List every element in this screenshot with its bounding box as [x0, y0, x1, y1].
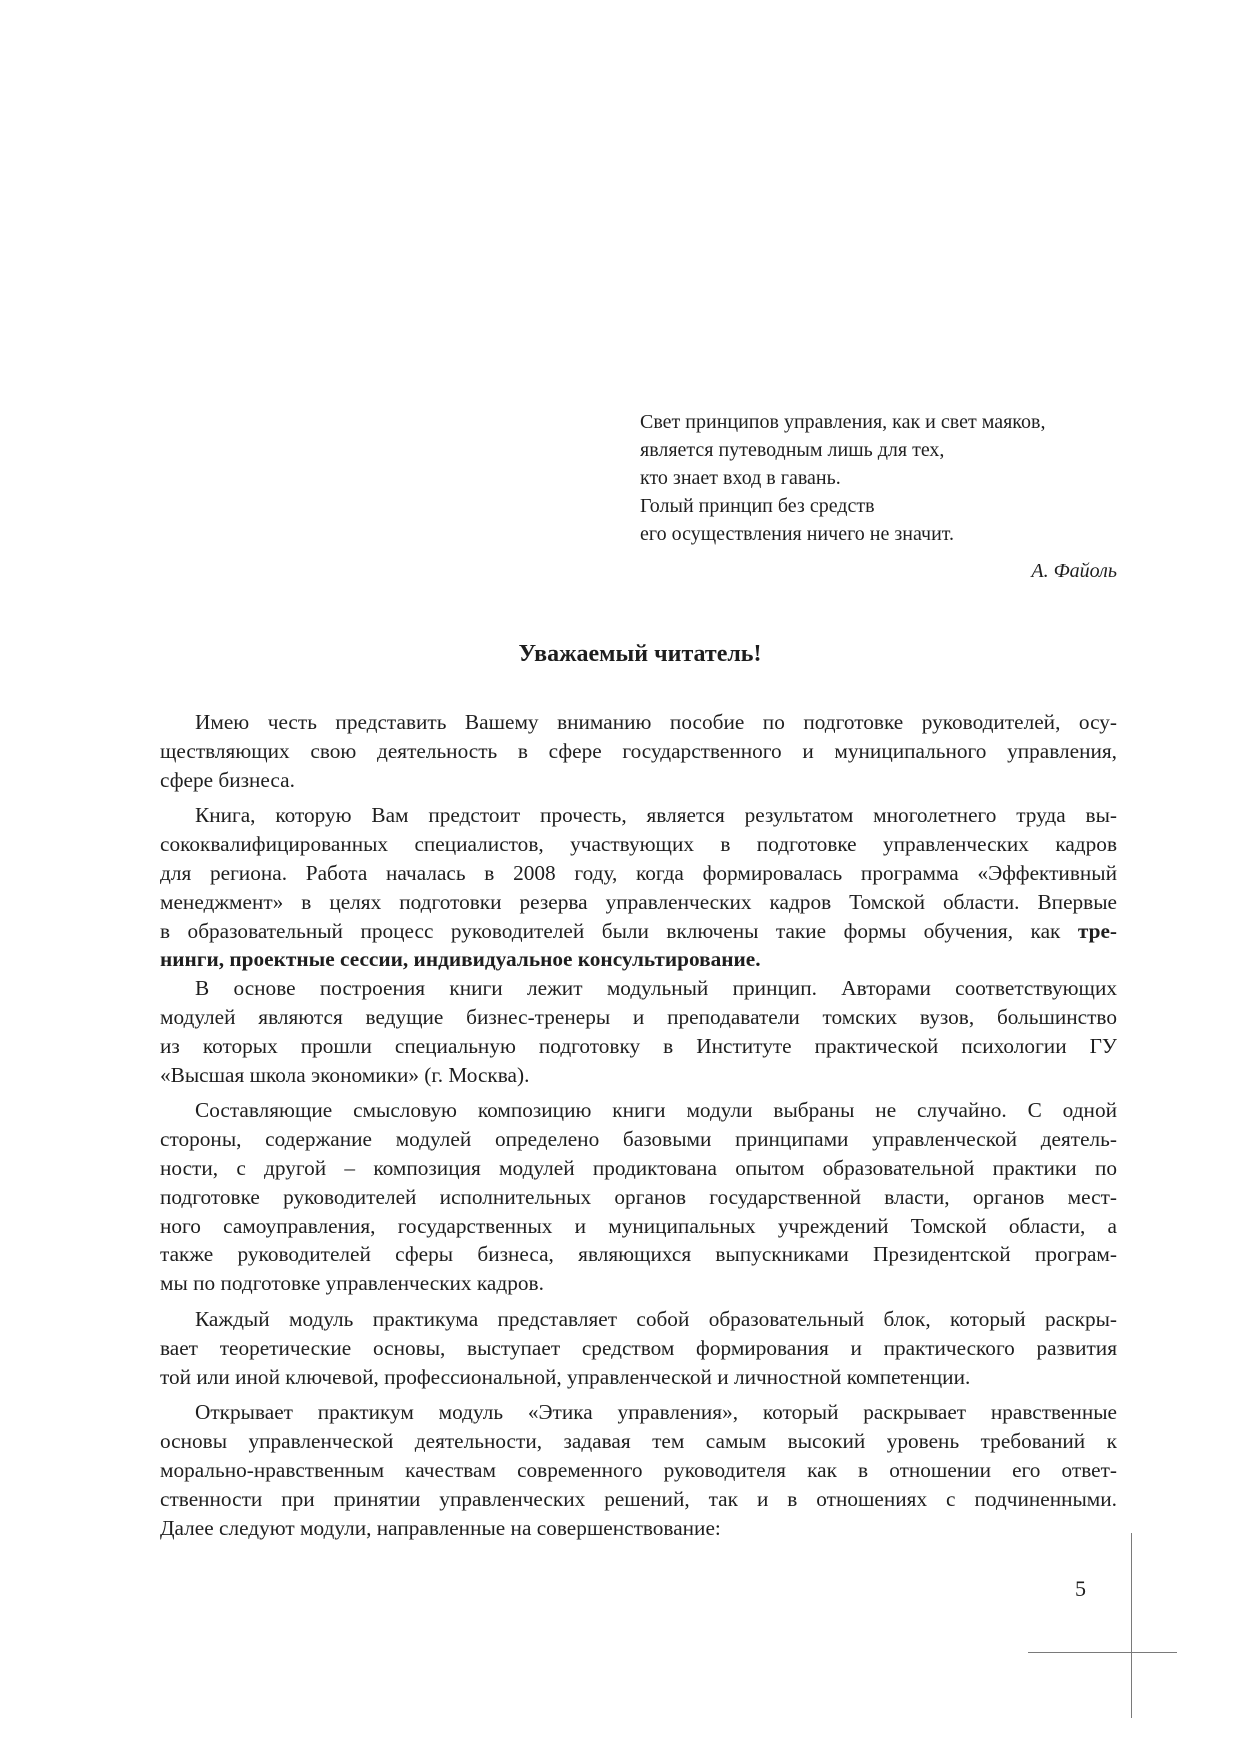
- text-line: Книга, которую Вам предстоит прочесть, является результатом многолетнего труда вы-: [195, 803, 1117, 828]
- text-line: мы по подготовке управленческих кадров.: [160, 1271, 544, 1296]
- text-line: той или иной ключевой, профессиональной, управленческой и личностной компетенции.: [160, 1364, 971, 1389]
- text-line: Имею честь представить Вашему вниманию пособие по подготовке руководителей, осу-: [195, 710, 1117, 734]
- text-line: «Высшая школа экономики» (г. Москва).: [160, 1062, 530, 1087]
- crop-mark-horizontal: [1028, 1652, 1177, 1653]
- bold-text-line: нинги, проектные сессии, индивидуальное консультирование.: [160, 947, 761, 972]
- epigraph-line: кто знает вход в гавань.: [640, 467, 841, 489]
- epigraph-line: является путеводным лишь для тех,: [640, 439, 945, 461]
- paragraph-intro: [160, 708, 1117, 794]
- text-line: ности, с другой – композиция модулей продиктована опытом образовательной практики по: [160, 1155, 1117, 1180]
- text-line: для региона. Работа началась в 2008 году, когда формировалась программа «Эффективный: [160, 860, 1117, 885]
- text-line: модулей являются ведущие бизнес-тренеры и преподаватели томских вузов, большинство: [160, 1004, 1117, 1029]
- text-line: подготовке руководителей исполнительных органов государственной власти, органов мест-: [160, 1184, 1117, 1209]
- text-line: Каждый модуль практикума представляет собой образовательный блок, который раскры-: [195, 1306, 1117, 1331]
- text-line: ществляющих свою деятельность в сфере государственного и муниципального управления,: [160, 738, 1117, 763]
- text-line: сфере бизнеса.: [160, 767, 295, 792]
- body-text: [160, 708, 1117, 1542]
- text-line: менеджмент» в целях подготовки резерва управленческих кадров Томской области. Впервые: [160, 889, 1117, 914]
- text-line: сококвалифицированных специалистов, участвующих в подготовке управленческих кадров: [160, 832, 1117, 857]
- text-line: из которых прошли специальную подготовку в Институте практической психологии ГУ: [160, 1033, 1117, 1058]
- bold-fragment: тре-: [1077, 918, 1117, 943]
- text-line: основы управленческой деятельности, задавая тем самым высокий уровень требований к: [160, 1429, 1117, 1454]
- paragraph-composition: [160, 1096, 1117, 1298]
- crop-mark-vertical: [1131, 1533, 1132, 1718]
- text-line: В основе построения книги лежит модульный принцип. Авторами соответствующих: [195, 976, 1117, 1001]
- paragraph-module-block: [160, 1305, 1117, 1391]
- text-line: также руководителей сферы бизнеса, являющихся выпускниками Президентской програм-: [160, 1242, 1117, 1267]
- epigraph: [640, 408, 1120, 585]
- text-line: Далее следуют модули, направленные на совершенствование:: [160, 1515, 721, 1540]
- page-title: Уважаемый читатель!: [518, 641, 762, 667]
- epigraph-line: Свет принципов управления, как и свет маяков,: [640, 411, 1046, 433]
- epigraph-line: его осуществления ничего не значит.: [640, 523, 955, 545]
- text-line: Составляющие смысловую композицию книги модули выбраны не случайно. С одной: [195, 1098, 1117, 1123]
- text-line: Открывает практикум модуль «Этика управления», который раскрывает нравственные: [195, 1400, 1117, 1425]
- text-line: стороны, содержание модулей определено базовыми принципами управленческой деятель-: [160, 1127, 1117, 1152]
- page-number: 5: [1075, 1576, 1086, 1601]
- paragraph-book: [160, 801, 1117, 974]
- text-line: ного самоуправления, государственных и муниципальных учреждений Томской области, а: [160, 1213, 1117, 1238]
- epigraph-author: А. Файоль: [1031, 560, 1117, 582]
- epigraph-line: Голый принцип без средств: [640, 495, 875, 517]
- text-line: вает теоретические основы, выступает средством формирования и практического развития: [160, 1335, 1117, 1360]
- paragraph-ethics: [160, 1398, 1117, 1542]
- text-line: ственности при принятии управленческих решений, так и в отношениях с подчиненными.: [160, 1486, 1117, 1511]
- paragraph-modules: [160, 974, 1117, 1089]
- text-fragment: в образовательный процесс руководителей были включены такие формы обучения, как: [160, 918, 1078, 943]
- text-line-mixed: [160, 917, 1117, 946]
- text-line: морально-нравственным качествам современного руководителя как в отношении его ответ-: [160, 1457, 1117, 1482]
